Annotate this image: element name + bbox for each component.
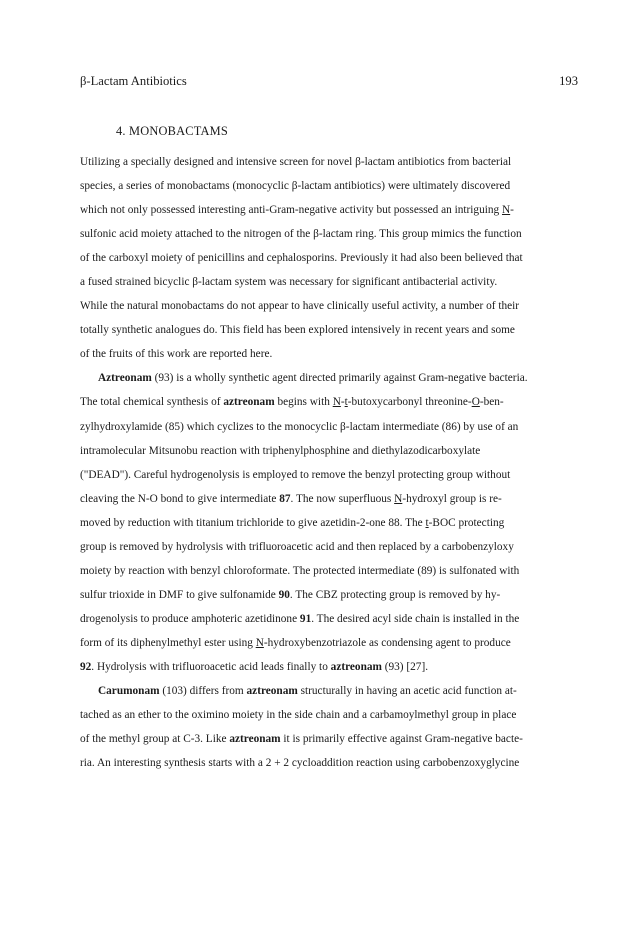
compound-name: aztreonam: [223, 396, 275, 409]
compound-name: 90: [278, 588, 290, 601]
text-segment: ("DEAD"). Careful hydrogenolysis is employed to remove the benzyl protecting group without: [80, 468, 511, 481]
text-line: [80, 559, 576, 583]
text-segment: of the methyl group at C-3. Like: [80, 733, 230, 746]
text-segment: drogenolysis to produce amphoteric azetidinone: [80, 612, 300, 625]
text-segment: structurally in having an acetic acid function at-: [297, 685, 517, 698]
text-segment: totally synthetic analogues do. This field has been explored intensively in recent years and some: [80, 324, 515, 337]
running-title: β-Lactam Antibiotics: [80, 74, 187, 88]
text-line: [80, 246, 576, 270]
text-line: [80, 150, 576, 174]
text-segment: (103) differs from: [159, 685, 247, 698]
compound-name: aztreonam: [229, 733, 281, 746]
italic-locant: N: [394, 492, 403, 505]
italic-locant: O: [471, 396, 480, 409]
text-segment: . The now superfluous: [290, 492, 395, 505]
text-segment: -: [340, 396, 345, 409]
text-line: [80, 174, 576, 198]
text-segment: (93) is a wholly synthetic agent directed primarily against Gram-negative bacteria.: [151, 372, 528, 385]
text-line: [80, 270, 576, 294]
italic-locant: t: [425, 516, 429, 529]
text-line: [80, 463, 576, 487]
compound-name: aztreonam: [246, 685, 298, 698]
text-line: [80, 294, 576, 318]
text-segment: . The desired acyl side chain is installed in the: [311, 612, 520, 625]
text-segment: of the carboxyl moiety of penicillins and cephalosporins. Previously it had also been believed that: [80, 252, 523, 265]
text-segment: a fused strained bicyclic β-lactam system was necessary for significant antibacterial activity.: [80, 276, 498, 289]
text-line: [80, 631, 576, 655]
italic-locant: N: [255, 636, 264, 649]
compound-name: 87: [279, 492, 291, 505]
text-segment: . Hydrolysis with trifluoroacetic acid leads finally to: [91, 660, 331, 673]
compound-name: Carumonam: [98, 685, 160, 698]
text-line: [80, 727, 576, 751]
text-line: [80, 655, 576, 679]
text-segment: While the natural monobactams do not appear to have clinically useful activity, a number of their: [80, 300, 520, 313]
text-segment: cleaving the N-O bond to give intermediate: [80, 492, 280, 505]
text-line: [80, 366, 576, 390]
text-line: [80, 439, 576, 463]
text-segment: species, a series of monobactams (monocyclic β-lactam antibiotics) were ultimately discovered: [80, 180, 511, 193]
text-segment: begins with: [274, 396, 333, 409]
text-segment: which not only possessed interesting anti-Gram-negative activity but possessed an intriguing: [80, 204, 502, 217]
text-line: [80, 511, 576, 535]
text-segment: The total chemical synthesis of: [80, 396, 224, 409]
text-segment: -hydroxybenzotriazole as condensing agent to produce: [263, 636, 511, 649]
text-segment: -hydroxyl group is re-: [402, 492, 502, 505]
text-segment: sulfur trioxide in DMF to give sulfonamide: [80, 588, 279, 601]
compound-name: 91: [299, 612, 312, 625]
text-line: [80, 318, 576, 342]
text-segment: form of its diphenylmethyl ester using: [80, 636, 256, 649]
body-text: [80, 150, 576, 775]
text-line: [80, 583, 576, 607]
text-segment: sulfonic acid moiety attached to the nitrogen of the β-lactam ring. This group mimics the function: [80, 228, 522, 241]
text-segment: . The CBZ protecting group is removed by hy-: [289, 588, 501, 601]
text-segment: -ben-: [479, 396, 504, 409]
text-segment: zylhydroxylamide (85) which cyclizes to the monocyclic β-lactam intermediate (86) by use of an: [80, 420, 519, 433]
text-line: [80, 703, 576, 727]
text-segment: intramolecular Mitsunobu reaction with triphenylphosphine and diethylazodicarboxylate: [80, 444, 481, 457]
text-segment: moiety by reaction with benzyl chloroformate. The protected intermediate (89) is sulfonated with: [80, 564, 520, 577]
text-line: [80, 222, 576, 246]
text-line: [80, 415, 576, 439]
text-segment: Utilizing a specially designed and intensive screen for novel β-lactam antibiotics from bacterial: [80, 156, 512, 168]
text-segment: -butoxycarbonyl threonine-: [347, 396, 472, 409]
text-line: [80, 198, 576, 222]
section-heading: 4. MONOBACTAMS: [116, 124, 228, 138]
text-segment: tached as an ether to the oximino moiety in the side chain and a carbamoylmethyl group in place: [80, 709, 517, 722]
italic-locant: N: [501, 204, 511, 217]
text-segment: (93) [27].: [381, 660, 429, 673]
text-line: [80, 487, 576, 511]
text-segment: moved by reduction with titanium trichloride to give azetidin-2-one 88. The: [80, 516, 426, 529]
text-segment: -: [510, 204, 514, 217]
text-line: [80, 390, 576, 414]
text-segment: ria. An interesting synthesis starts with a 2 + 2 cycloaddition reaction using carbobenzoxyglycine: [80, 757, 520, 770]
text-line: [80, 535, 576, 559]
text-line: [80, 751, 576, 775]
text-line: [80, 342, 576, 366]
italic-locant: t: [344, 396, 348, 409]
text-segment: of the fruits of this work are reported here.: [80, 348, 273, 361]
compound-name: aztreonam: [330, 660, 382, 673]
text-segment: group is removed by hydrolysis with trifluoroacetic acid and then replaced by a carbobenzyloxy: [80, 540, 514, 553]
text-line: [80, 679, 576, 703]
page-number: 193: [559, 74, 578, 88]
compound-name: Aztreonam: [98, 372, 152, 385]
text-segment: -BOC protecting: [428, 516, 505, 529]
compound-name: 92: [80, 660, 92, 673]
text-segment: it is primarily effective against Gram-negative bacte-: [280, 733, 523, 746]
text-line: [80, 607, 576, 631]
italic-locant: N: [332, 396, 341, 409]
